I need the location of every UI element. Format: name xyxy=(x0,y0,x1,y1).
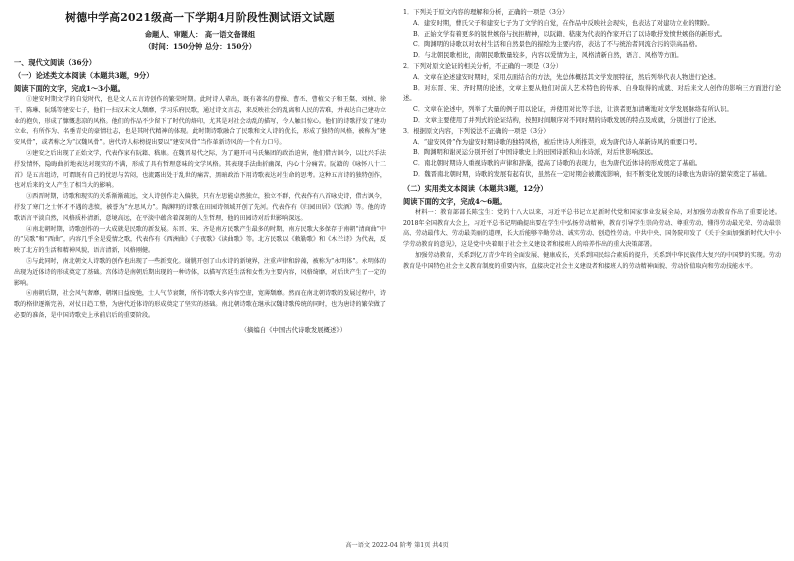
passage-source: （摘编自《中国古代诗歌发展概述》） xyxy=(240,325,346,334)
material-1-continued: 加强劳动教育，关系到亿万青少年的全面发展、健康成长，关系到国民综合素质的提升，关系到中华民族伟大复兴的中国梦的实现。劳动教育是中国特色社会主义教育制度的重要内容，直接决定社会主义建设者和接班人的劳动精神面貌、劳动价值取向和劳动技能水平。 xyxy=(403,251,781,270)
material-1: 材料一：教育部部长陈宝生：党的十八大以来，习近平总书记立足新时代党和国家事业发展全局，对加强劳动教育作出了重要论述。2018年全国教育大会上，习近平总书记明确提出要在学生中弘扬劳动精神，教育引导学生崇尚劳动、尊重劳动，懂得劳动最光荣、劳动最崇高、劳动最伟大、劳动最美丽的道理，长大后能够辛勤劳动、诚实劳动、创造性劳动。中共中央、国务院印发了《关于全面加强新时代大中小学劳动教育的意见》，这是党中央着眼于社会主义建设者和接班人的培养作出的重大决策部署。 xyxy=(403,208,781,249)
passage-paragraph-4: ④南北朝时期，诗歌创作的一大成就是民歌的新发展。东晋、宋、齐是南方民歌产生最多的时期，南方民歌大多保存于南朝“清商曲”中的“吴歌”和“西曲”，内容几乎全是爱情之歌，代表作有《西洲曲》《子夜歌》《读曲歌》等。北方民歌以《敕勒歌》和《木兰诗》为代表，反映了北方的生活和精神风貌，语言清新，风格刚健。 xyxy=(14,225,386,255)
page-footer: 高一语文 2022-04 阶考 第1页 共4页 xyxy=(345,542,449,549)
passage-paragraph-6: ⑥南朝后期，社会风气奢靡，朝纲日益废弛，士人气节衰颓，所作诗歌大多内容空虚，宽薄颓靡。然而在南北朝诗歌的发展过程中，诗歌的格律逐渐完善，对仗日趋工整，为唐代近体诗的形成奠定了坚实的基础。南北朝诗歌在继承汉魏诗歌传统的同时，也为唐诗的繁荣做了必要的准备，是中国诗歌史上承前启后的重要阶段。 xyxy=(14,290,386,319)
exam-title: 树德中学高2021级高一下学期4月阶段性测试语文试题 xyxy=(65,11,335,24)
question-1: 1．下列关于原文内容的理解和分析，正确的一项是（3分） xyxy=(403,9,569,16)
section-heading-practical: （二）实用类文本阅读（本题共3题，12分） xyxy=(403,183,548,193)
question-2-option-a: A．文章在论述建安时期时，采用点面结合的方法，先总体概括其文学发展特征，然后列举代表人物进行论述。 xyxy=(413,73,720,81)
question-3-option-b: B．陶渊明和谢灵运分别开创了中国诗歌史上的田园诗派和山水诗派，对后世影响深远。 xyxy=(413,149,657,157)
question-1-option-d: D．与北朝民歌相比，南朝民歌数量较多，内容以爱情为主，风格清新自然，语言、风格等方面。 xyxy=(413,52,683,60)
question-2: 2．下列对原文论证的相关分析，不正确的一项是（3分） xyxy=(403,62,563,70)
question-2-option-b: B．对东晋、宋、齐时期的论述，文章主要从他们对前人艺术特色的传承、自身取得的成就、对后来文人创作的影响三方面进行论述。 xyxy=(403,84,781,103)
reading-instruction: 阅读下面的文字，完成1～3小题。 xyxy=(14,84,125,93)
exam-credits: 命题人、审题人： 高一语文备课组 xyxy=(144,30,256,39)
right-column xyxy=(403,8,781,540)
question-2-option-d: D．文章主要使用了并列式的论证结构，按照时间顺序对不同时期的诗歌发展的特点及成就，分别进行了论述。 xyxy=(413,116,721,124)
question-3-option-c: C．南北朝时期诗人重视诗歌的声律和辞藻，提高了诗歌的表现力，也为唐代近体诗的形成奠定了基础。 xyxy=(413,160,702,168)
question-1-option-b: B．正始文学有着更多的锐世嫉俗与抗拒精神，以阮籍、嵇康为代表的作家开启了以诗歌抒发愤世嫉俗的新形式。 xyxy=(413,30,727,38)
question-1-option-a: A．建安时期，曹氏父子和建安七子为了文学的自觉，在作品中反映社会现实，也表达了对建功立业的期盼。 xyxy=(413,19,714,27)
passage-paragraph-3: ③西晋时期，诗歌和现实的关系渐渐疏远，文人诗创作走入偏狭，只有左思能卓然独立，独立不群，代表作有八首咏史诗，借古讽今，抒发了寒门之士怀才不遇的悲愤，被誉为“左思风力”。陶渊明的诗歌在田园诗领域开创了先河。代表作有《归园田居》《饮酒》等。他的诗歌语言平淡自然，风格质朴清新，意境高远，在平淡中蕴含着深刻的人生哲理，他的田园诗对后世影响深远。 xyxy=(14,193,386,222)
section-heading-reading: 一、现代文阅读（36分） xyxy=(14,58,96,67)
practical-instruction: 阅读下面的文字，完成4～6题。 xyxy=(403,196,507,206)
passage-paragraph-1: ①建安时期文学的自觉时代，也是文人五言诗创作的繁荣时期。此时诗人辈出，既有著名的曹操、曹丕、曹植父子和王粲、刘桢、徐干、陈琳、阮瑀等建安七子，他们一扫汉末文人颓靡，学习乐府民歌，通过诗文言志，来反映社会的乱离和人民的苦难，并表达自己建功立业的抱负，形成了慷慨悲凉的风格。他们的作品不少留下了时代的烙印，尤其是对社会动乱的描写，令人触目惊心。他们的诗歌抒发了建功立业、有所作为、名垂青史的豪情壮志，也是其时代精神的体现。此时期诗歌融合了民歌和文人诗的优长，形成了独特的风格，被称为“建安风骨”，或者称之为“汉魏风骨”。唐代诗人标榜提出要以“建安风骨”当作革新诗风的一个有力口号。 xyxy=(14,96,386,147)
question-1-option-c: C．陶渊明的诗歌以对农村生活和自然景色的描绘为主要内容，表达了不与统治者同流合污的崇高品格。 xyxy=(413,41,702,49)
section-heading-argumentative: （一）论述类文本阅读（本题共3题，9分） xyxy=(14,71,154,80)
question-3-option-a: A．“建安风骨”作为建安时期诗歌的独特风格，被后世诗人所推崇，成为唐代诗人革新诗风的重要口号。 xyxy=(413,138,702,146)
passage-paragraph-2: ②建安之后出现了正始文学，代表作家有阮籍、嵇康。在魏晋易代之际，为了避开司马氏集团的政治迫害，他们借古讽今，以比兴手法抒发情怀，隐晦曲折地表达对现实的不满，形成了具有哲理意味的文学风格。其表现手法曲折幽深，内心十分痛苦。阮籍的《咏怀八十二首》是五言组诗，可谓既有自己的忧思与苦闷，也流露出处于乱世的痛苦，黑暗政治下用诗歌表达对生命的思考。这种五言诗的独特创作，也对后来的文人产生了相当大的影响。 xyxy=(14,149,386,190)
question-2-option-c: C．文章在论述中，列举了大量的例子用以论证，并使用对比等手法，让读者更加清晰地对文学发展脉络有所认识。 xyxy=(413,106,733,114)
passage-paragraph-5: ⑤与此同时，南北朝文人诗歌的创作也出现了一些新变化。谢朓开创了山水诗的新境界，注重声律和辞藻，被称为“永明体”。永明体的出现为近体诗的形成奠定了基础。宫体诗是南朝后期出现的一种诗体，以描写宫廷生活和女性为主要内容，风格绮靡，对后世产生了一定的影响。 xyxy=(14,257,386,287)
question-3-option-d: D．魏晋南北朝时期，诗歌的发展有起有伏，虽然在一定时期会被潮流影响，但不断变化发展的诗歌也为唐诗的繁荣奠定了基础。 xyxy=(413,170,771,178)
question-3: 3．根据原文内容，下列说法不正确的一项是（3分） xyxy=(403,127,550,135)
left-column xyxy=(14,8,386,540)
exam-time-score: （时间：150分钟 总分：150分） xyxy=(144,42,256,51)
